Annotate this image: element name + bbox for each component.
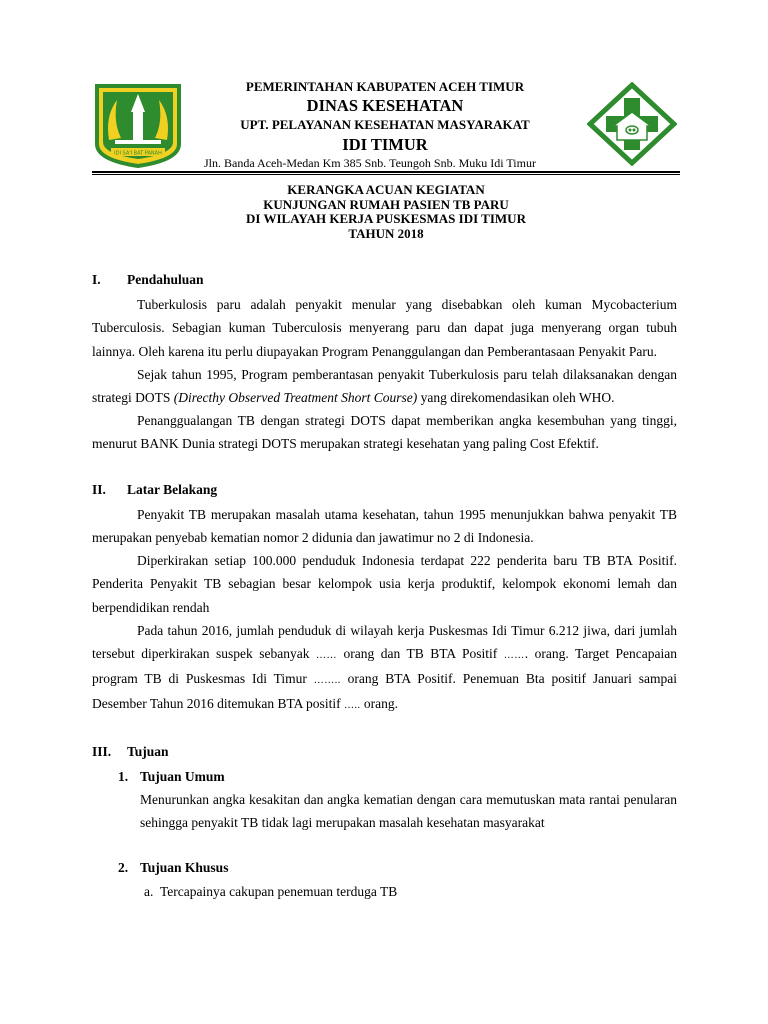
letterhead-divider-thin — [92, 174, 680, 175]
placeholder-dots: …… — [315, 650, 337, 662]
paragraph: Penanggualangan TB dengan strategi DOTS dapat memberikan angka kesembuhan yang tinggi, menurut BANK Dunia strategi DOTS merupakan strategi kesehatan yang paling Cost Efektif. — [92, 413, 677, 452]
paragraph — [92, 619, 677, 718]
paragraph: Tuberkulosis paru adalah penyakit menular yang disebabkan oleh kuman Mycobacterium Tuberculosis. Sebagian kuman Tuberculosis menyerang paru dan dapat juga menyerang organ tubuh lainnya. Oleh karena itu perlu diupayakan Program Penanggulangan dan Pemberantasaan Penyakit Paru. — [92, 297, 677, 359]
list-marker: a. — [144, 883, 154, 899]
subsection-number: 2. — [118, 860, 129, 876]
subsection-title: Tujuan Khusus — [140, 860, 229, 876]
letterhead-department: DINAS KESEHATAN — [306, 96, 464, 115]
section-title: Latar Belakang — [127, 481, 218, 497]
subsection-heading — [118, 765, 677, 788]
paragraph-text: Sejak tahun 1995, Program pemberantasan penyakit Tuberkulosis paru telah dilaksanakan dengan strategi DOTS — [92, 366, 677, 406]
subsection-number: 1. — [118, 768, 129, 784]
placeholder-dots: ….. — [343, 700, 361, 712]
placeholder-dots: …….. — [313, 675, 341, 687]
section-heading-2 — [92, 478, 677, 501]
title-line-3: DI WILAYAH KERJA PUSKESMAS IDI TIMUR — [246, 211, 526, 226]
section-heading-1 — [92, 268, 677, 291]
paragraph-text: . orang. Target Pencapaian program TB di Puskesmas Idi Timur — [92, 646, 677, 687]
title-line-4: TAHUN 2018 — [348, 225, 424, 241]
section-number: II. — [92, 481, 106, 497]
title-line-1: KERANGKA ACUAN KEGIATAN — [287, 182, 485, 197]
list-item — [144, 880, 677, 903]
letterhead-location: IDI TIMUR — [342, 135, 428, 154]
placeholder-dots: …… — [503, 650, 525, 662]
document-body — [92, 268, 677, 903]
section-number: III. — [92, 743, 112, 759]
paragraph: Menurunkan angka kesakitan dan angka kematian dengan cara memutuskan mata rantai penularan sehingga penyakit TB tidak lagi merupakan masalah kesehatan masyarakat — [140, 792, 677, 831]
emblem-banner-text: IDI SA'I BAT PANAH — [114, 150, 162, 157]
paragraph: Penyakit TB merupakan masalah utama kesehatan, tahun 1995 menunjukkan bahwa penyakit TB merupakan penyebab kematian nomor 2 didunia dan jawatimur no 2 di Indonesia. — [92, 506, 677, 546]
section-title: Pendahuluan — [127, 272, 204, 287]
paragraph-text: Pada tahun 2016, jumlah penduduk di wilayah kerja Puskesmas Idi Timur 6.212 jiwa, dari jumlah tersebut diperkirakan suspek sebanyak — [92, 622, 677, 662]
aceh-timur-emblem-icon — [93, 82, 183, 168]
section-number: I. — [92, 272, 101, 287]
document-title — [92, 183, 680, 241]
list-item-text: Tercapainya cakupan penemuan terduga TB — [160, 883, 398, 899]
letterhead — [190, 78, 580, 171]
paragraph — [92, 363, 677, 409]
letterhead-address: Jln. Banda Aceh-Medan Km 385 Snb. Teungoh Snb. Muku Idi Timur — [204, 156, 536, 170]
letterhead-government: PEMERINTAHAN KABUPATEN ACEH TIMUR — [245, 79, 525, 94]
section-heading-3 — [92, 740, 677, 763]
title-line-2: KUNJUNGAN RUMAH PASIEN TB PARU — [263, 196, 509, 212]
paragraph-text: orang dan TB BTA Positif — [336, 646, 504, 662]
puskesmas-logo-icon — [587, 82, 677, 166]
paragraph-text: orang. — [360, 696, 398, 712]
letterhead-unit: UPT. PELAYANAN KESEHATAN MASYARAKAT — [240, 117, 530, 132]
paragraph: Diperkirakan setiap 100.000 penduduk Indonesia terdapat 222 penderita baru TB BTA Positif. Penderita Penyakit TB sebagian besar kelompok usia kerja produktif, kelompok ekonomi lemah dan berpendidikan rendah — [92, 553, 677, 615]
paragraph-text: orang BTA Positif. Penemuan Bta positif Januari sampai Desember Tahun 2016 ditemukan BTA positif — [92, 671, 677, 712]
paragraph-text: yang direkomendasikan oleh WHO. — [417, 390, 615, 406]
letterhead-divider-thick — [92, 171, 680, 173]
subsection-heading — [118, 856, 677, 879]
italic-term: (Directhy Observed Treatment Short Course) — [173, 390, 418, 406]
subsection-title: Tujuan Umum — [140, 768, 225, 784]
section-title: Tujuan — [127, 743, 169, 759]
